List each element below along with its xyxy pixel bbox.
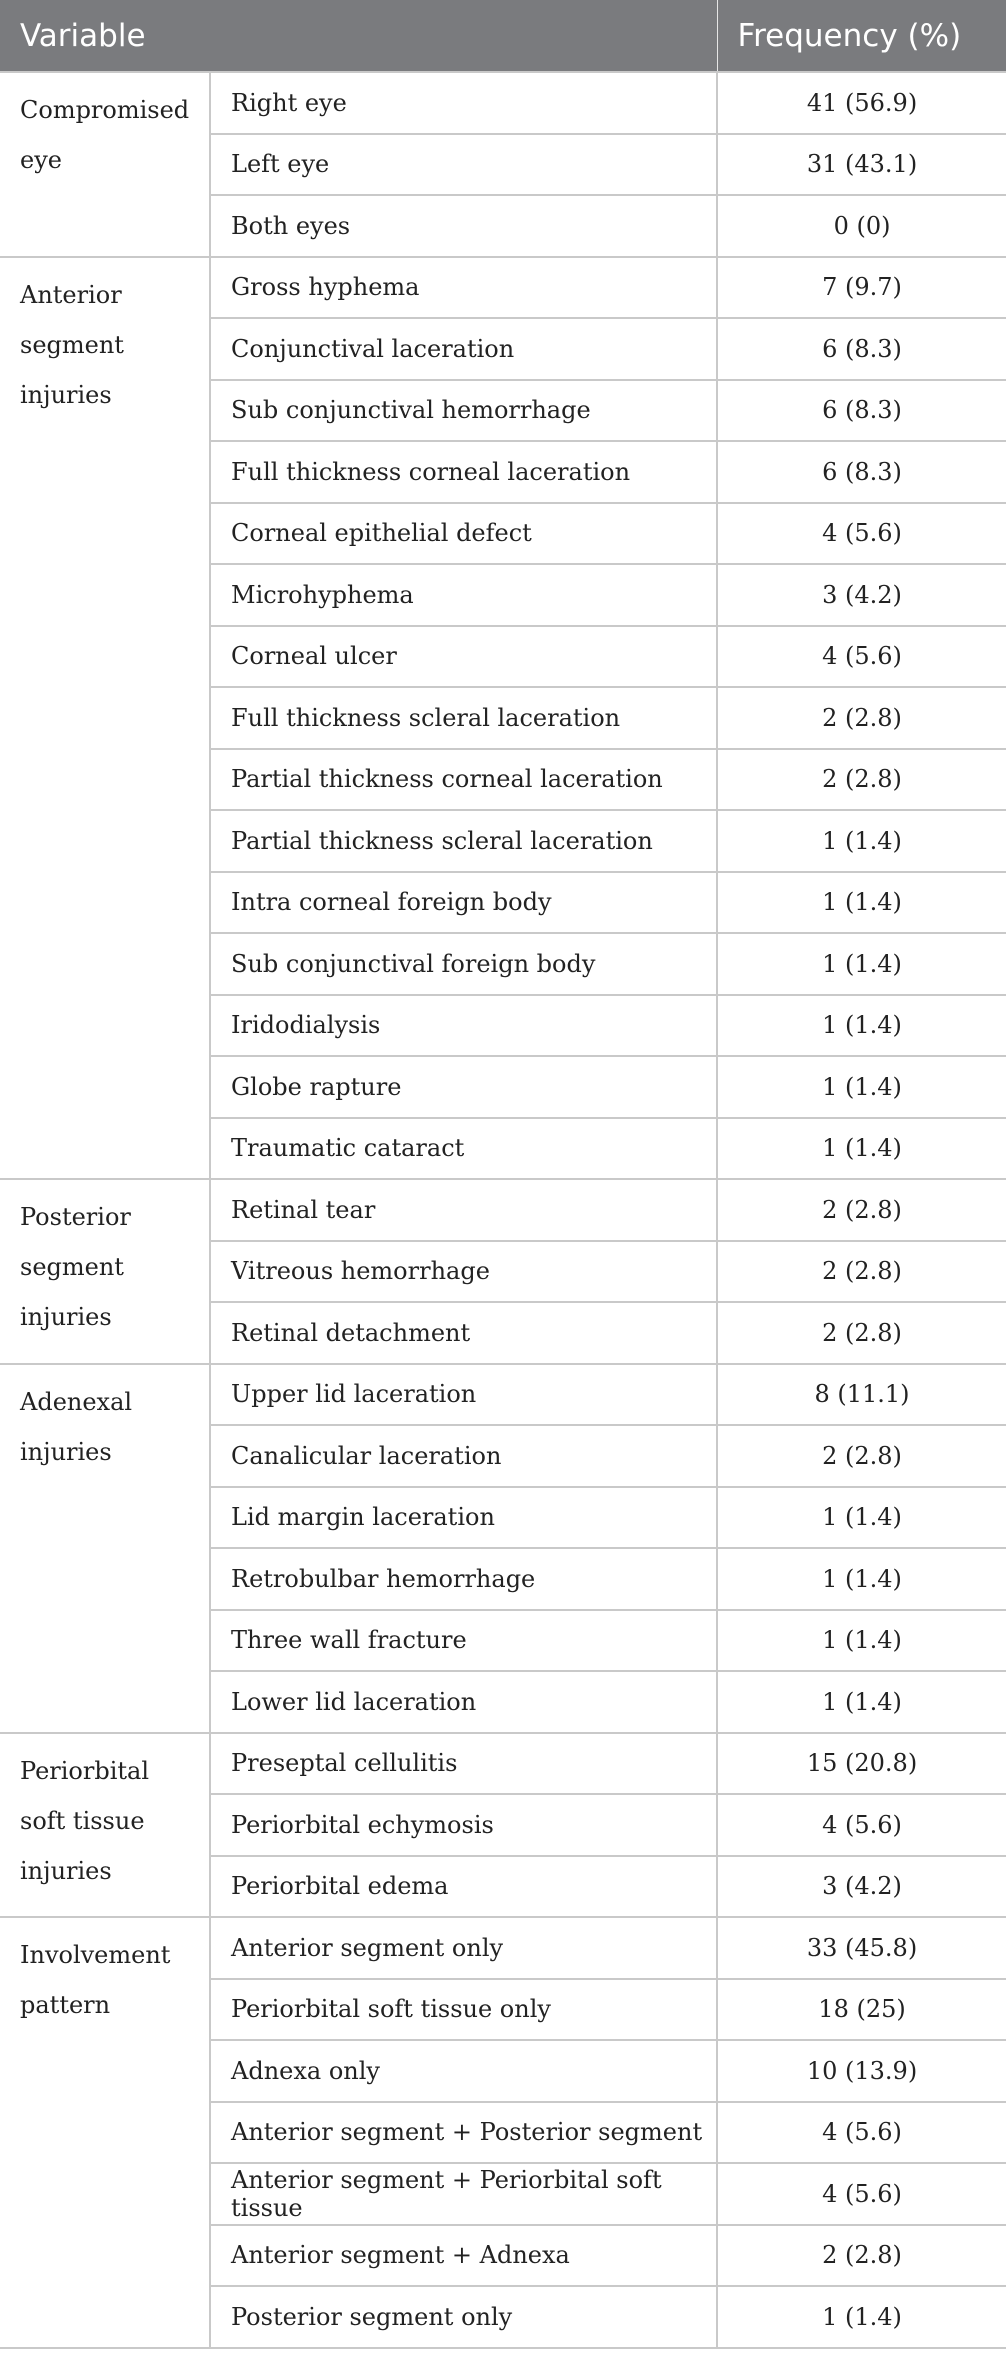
frequency-cell: 31 (43.1) <box>717 134 1006 196</box>
frequency-header: Frequency (%) <box>717 0 1006 72</box>
item-cell: Retrobulbar hemorrhage <box>210 1548 717 1610</box>
frequency-cell: 2 (2.8) <box>717 1179 1006 1241</box>
frequency-cell: 4 (5.6) <box>717 1794 1006 1856</box>
frequency-cell: 1 (1.4) <box>717 1671 1006 1733</box>
frequency-cell: 2 (2.8) <box>717 2225 1006 2287</box>
frequency-cell: 4 (5.6) <box>717 2102 1006 2164</box>
table-body <box>0 72 1006 2348</box>
frequency-cell: 4 (5.6) <box>717 503 1006 565</box>
frequency-cell: 1 (1.4) <box>717 2286 1006 2348</box>
frequency-cell: 3 (4.2) <box>717 564 1006 626</box>
group-label-cell: Adenexal injuries <box>0 1364 210 1733</box>
item-cell: Sub conjunctival foreign body <box>210 933 717 995</box>
item-cell: Anterior segment only <box>210 1917 717 1979</box>
item-cell: Anterior segment + Posterior segment <box>210 2102 717 2164</box>
frequency-cell: 6 (8.3) <box>717 441 1006 503</box>
frequency-cell: 15 (20.8) <box>717 1733 1006 1795</box>
item-cell: Left eye <box>210 134 717 196</box>
frequency-cell: 1 (1.4) <box>717 1548 1006 1610</box>
frequency-cell: 1 (1.4) <box>717 1118 1006 1180</box>
frequency-cell: 6 (8.3) <box>717 380 1006 442</box>
frequency-cell: 2 (2.8) <box>717 687 1006 749</box>
table-row <box>0 257 1006 319</box>
frequency-cell: 4 (5.6) <box>717 2163 1006 2225</box>
item-cell: Intra corneal foreign body <box>210 872 717 934</box>
group-label-cell: Compromised eye <box>0 72 210 257</box>
item-cell: Periorbital echymosis <box>210 1794 717 1856</box>
item-cell: Posterior segment only <box>210 2286 717 2348</box>
item-cell: Microhyphema <box>210 564 717 626</box>
frequency-cell: 1 (1.4) <box>717 1610 1006 1672</box>
frequency-cell: 18 (25) <box>717 1979 1006 2041</box>
item-cell: Three wall fracture <box>210 1610 717 1672</box>
item-cell: Periorbital soft tissue only <box>210 1979 717 2041</box>
frequency-cell: 1 (1.4) <box>717 810 1006 872</box>
table-row <box>0 1179 1006 1241</box>
frequency-cell: 3 (4.2) <box>717 1856 1006 1918</box>
item-cell: Traumatic cataract <box>210 1118 717 1180</box>
item-cell: Full thickness scleral laceration <box>210 687 717 749</box>
item-cell: Full thickness corneal laceration <box>210 441 717 503</box>
frequency-cell: 2 (2.8) <box>717 749 1006 811</box>
item-cell: Partial thickness scleral laceration <box>210 810 717 872</box>
item-cell: Vitreous hemorrhage <box>210 1241 717 1303</box>
item-cell: Canalicular laceration <box>210 1425 717 1487</box>
table-row <box>0 1733 1006 1795</box>
group-label-cell: Involvement pattern <box>0 1917 210 2348</box>
group-label-cell: Anterior segment injuries <box>0 257 210 1180</box>
item-cell: Periorbital edema <box>210 1856 717 1918</box>
item-cell: Globe rapture <box>210 1056 717 1118</box>
item-cell: Lid margin laceration <box>210 1487 717 1549</box>
item-cell: Anterior segment + Adnexa <box>210 2225 717 2287</box>
frequency-cell: 1 (1.4) <box>717 1056 1006 1118</box>
item-cell: Corneal epithelial defect <box>210 503 717 565</box>
item-cell: Right eye <box>210 72 717 134</box>
item-cell: Anterior segment + Periorbital soft tissue <box>210 2163 717 2225</box>
frequency-cell: 0 (0) <box>717 195 1006 257</box>
table-row <box>0 1364 1006 1426</box>
frequency-cell: 8 (11.1) <box>717 1364 1006 1426</box>
frequency-cell: 2 (2.8) <box>717 1302 1006 1364</box>
frequency-cell: 10 (13.9) <box>717 2040 1006 2102</box>
group-label-cell: Posterior segment injuries <box>0 1179 210 1364</box>
header-row <box>0 0 1006 72</box>
frequency-cell: 7 (9.7) <box>717 257 1006 319</box>
frequency-cell: 1 (1.4) <box>717 995 1006 1057</box>
item-cell: Adnexa only <box>210 2040 717 2102</box>
item-cell: Lower lid laceration <box>210 1671 717 1733</box>
item-cell: Retinal detachment <box>210 1302 717 1364</box>
item-cell: Iridodialysis <box>210 995 717 1057</box>
item-cell: Conjunctival laceration <box>210 318 717 380</box>
table-row <box>0 72 1006 134</box>
item-cell: Both eyes <box>210 195 717 257</box>
frequency-cell: 2 (2.8) <box>717 1425 1006 1487</box>
frequency-cell: 6 (8.3) <box>717 318 1006 380</box>
frequency-cell: 2 (2.8) <box>717 1241 1006 1303</box>
frequency-cell: 4 (5.6) <box>717 626 1006 688</box>
frequency-cell: 1 (1.4) <box>717 1487 1006 1549</box>
item-cell: Preseptal cellulitis <box>210 1733 717 1795</box>
item-cell: Sub conjunctival hemorrhage <box>210 380 717 442</box>
group-label-cell: Periorbital soft tissue injuries <box>0 1733 210 1918</box>
item-cell: Corneal ulcer <box>210 626 717 688</box>
table-row <box>0 1917 1006 1979</box>
item-cell: Retinal tear <box>210 1179 717 1241</box>
variable-header: Variable <box>0 0 717 72</box>
frequency-cell: 41 (56.9) <box>717 72 1006 134</box>
item-cell: Partial thickness corneal laceration <box>210 749 717 811</box>
item-cell: Upper lid laceration <box>210 1364 717 1426</box>
frequency-cell: 1 (1.4) <box>717 872 1006 934</box>
frequency-cell: 1 (1.4) <box>717 933 1006 995</box>
frequency-cell: 33 (45.8) <box>717 1917 1006 1979</box>
item-cell: Gross hyphema <box>210 257 717 319</box>
